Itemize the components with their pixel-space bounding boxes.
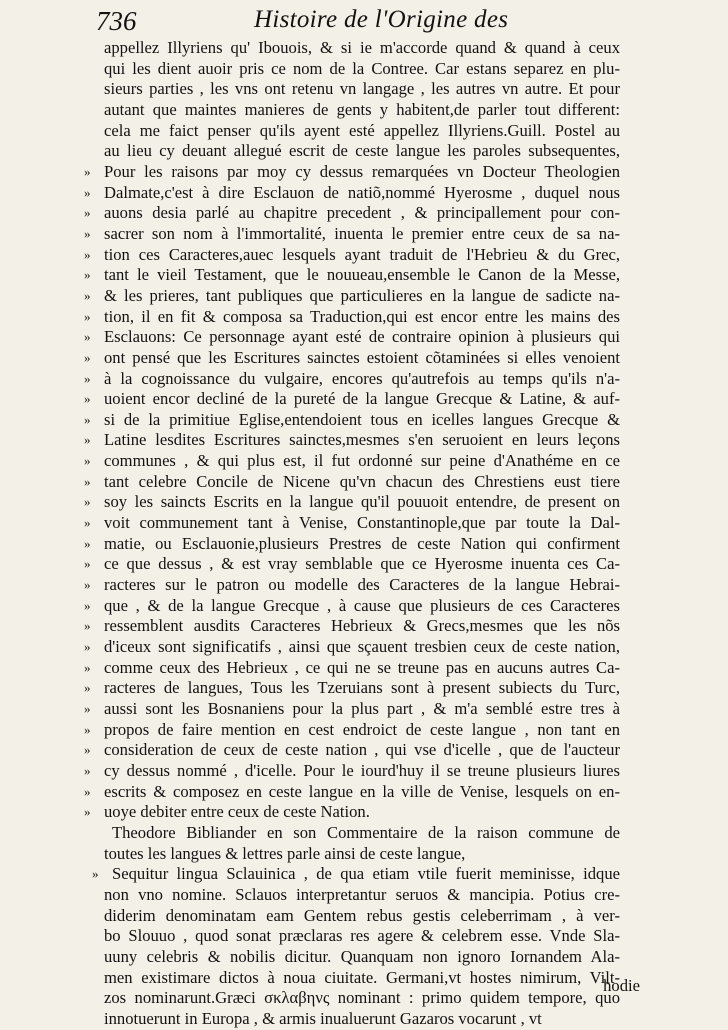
text-line [84,223,620,245]
text-line [104,968,620,989]
quotation-margin-mark: » [84,287,91,303]
text-line [104,947,620,968]
text-line [84,203,620,224]
text-line-content: ressemblent ausdits Caracteres Hebrieux & Grecs,mesmes que les nõs [104,616,620,636]
text-line-content: voit communement tant à Venise, Constantinople,que par toute la Dal- [104,513,620,533]
quotation-margin-mark: » [84,349,91,365]
text-line-content: d'iceux sont significatifs , ainsi que sçauent tresbien ceux de ceste nation, [104,637,620,657]
quotation-margin-mark: » [84,329,91,345]
text-line [84,409,620,431]
text-line [84,306,620,328]
quotation-margin-mark: » [84,721,91,737]
text-line [104,141,620,162]
quotation-margin-mark: » [84,804,91,820]
text-line-content: & les prieres, tant publiques que particulieres en la langue de sadicte na- [104,285,620,305]
text-line-content: matie, ou Esclauonie,plusieurs Prestres de ceste Nation qui confirment [104,533,620,553]
text-line-content: racteres de langues, Tous les Tzeruians sont à present subiects du Turc, [104,678,620,698]
text-line-content: Dalmate,c'est à dire Esclauon de natiõ,nommé Hyerosme , duquel nous [104,182,620,202]
text-line-content: sacrer son nom à l'immortalité, inuenta le premier entre ceux de sa na- [104,223,620,243]
text-line-content: uoye debiter entre ceux de ceste Nation. [104,802,370,822]
quotation-margin-mark: » [84,618,91,634]
text-line [104,926,620,947]
text-line-content: appellez Illyriens qu' Ibouois, & si ie m'accorde quand & quand à ceux [104,38,620,57]
text-line-content: tant celebre Concile de Nicene qu'vn chacun des Chrestiens eust tiere [104,471,620,491]
quotation-margin-mark: » [84,680,91,696]
text-line [104,38,620,59]
text-line-content: uuny celebris & nobilis dicitur. Quanquam non ignoro Iornandem Ala- [104,946,620,966]
text-line [84,327,620,348]
quotation-margin-mark: » [84,535,91,551]
text-line [104,885,620,906]
text-line-content: ont pensé que les Escritures sainctes estoient cõtaminées si elles venoient [104,347,620,367]
text-line [84,533,620,555]
text-line-content: non vno nomine. Sclauos interpretantur seruos & mancipia. Potius cre- [104,884,620,904]
text-line-content: qui les dient auoir pris ce nom de la Contree. Car estans separez en plu- [104,58,620,78]
text-line-content: tion ces Caracteres,auec lesquels ayant traduit de l'Hebrieu & du Grec, [104,244,620,264]
text-line-content: cy dessus nommé , d'icelle. Pour le iourd'huy il se treune plusieurs liures [104,760,620,780]
quotation-margin-mark: » [84,659,91,675]
text-line-content: toutes les langues & lettres parle ainsi de ceste langue, [104,843,466,863]
quotation-margin-mark: » [84,494,91,510]
text-line-content: uoient encor decliné de la pureté de la langue Grecque & Latine, & auf- [104,389,620,409]
text-line [104,906,620,927]
quotation-margin-mark: » [84,391,91,407]
text-line [84,699,620,720]
text-line [84,182,620,204]
quotation-margin-mark: » [92,866,99,882]
text-line-content: diderim denominatam eam Gentem rebus gestis celeberrimam , à ver- [104,905,620,925]
text-line [84,719,620,741]
quotation-margin-mark: » [84,577,91,593]
text-line [92,864,620,885]
text-line-content: tion, il en fit & composa sa Traduction,qui est encor entre les mains des [104,306,620,326]
text-line-content: Pour les raisons par moy cy dessus remarquées vn Docteur Theologien [104,161,620,181]
text-line [84,802,620,823]
text-line [84,616,620,637]
text-line-content: Esclauons: Ce personnage ayant esté de contraire opinion à plusieurs qui [104,327,620,347]
paragraph-quotation-postel [84,38,620,823]
text-line-content: tant le vieil Testament, que le nouueau,ensemble le Canon de la Messe, [104,265,620,285]
text-line [104,988,620,1009]
text-line [104,59,620,80]
quotation-margin-mark: » [84,267,91,283]
text-line-content: propos de faire mention en cest endroict de ceste langue , non tant en [104,719,620,739]
text-line [84,244,620,266]
body-text [84,38,620,1030]
text-line-content: que , & de la langue Grecque , à cause que plusieurs de ces Caracteres [104,595,620,615]
text-line-content: Latine lesdites Escritures sainctes,mesmes s'en seruoient en leurs leçons [104,430,620,450]
text-line [84,678,620,699]
quotation-margin-mark: » [84,308,91,324]
quotation-margin-mark: » [84,473,91,489]
quotation-margin-mark: » [84,597,91,613]
text-line [84,657,620,679]
text-line-content: ce que dessus , & est vray semblable que ce Hyerosme inuenta ces Ca- [104,554,620,574]
text-line [84,492,620,513]
text-line-content: si de la primitiue Eglise,entendoient tous en icelles langues Grecque & [104,409,620,429]
text-line [84,265,620,286]
catchword: hodie [603,976,640,995]
quotation-margin-mark: » [84,184,91,200]
text-line [84,471,620,493]
text-line-content: au lieu cy deuant allegué escrit de ceste langue les paroles subsequentes, [104,141,620,161]
text-line-content: zos nominarunt.Græci σκλαβηνς nominant : primo quidem tempore, quo [104,988,620,1008]
text-line [84,513,620,534]
text-line [104,100,620,121]
text-line [84,781,620,803]
text-line [84,595,620,617]
text-line-content: Theodore Bibliander en son Commentaire de la raison commune de [112,822,620,842]
text-line [84,430,620,451]
text-line [104,823,620,844]
quotation-margin-mark: » [84,205,91,221]
text-line-content: soy les saincts Escrits en la langue qu'il pouuoit entendre, de present on [104,492,620,512]
text-line [84,451,620,472]
running-title: Histoire de l'Origine des [254,6,509,33]
text-line [84,637,620,658]
quotation-margin-mark: » [84,783,91,799]
text-line-content: comme ceux des Hebrieux , ce qui ne se treune pas en aucuns autres Ca- [104,657,620,677]
text-line-content: racteres sur le patron ou modelle des Caracteres de la langue Hebrai- [104,575,620,595]
text-line-content: bo Slouuo , quod sonat præclaras res agere & celebrem esse. Vnde Sla- [104,926,620,946]
quotation-margin-mark: » [84,246,91,262]
quotation-margin-mark: » [84,370,91,386]
quotation-margin-mark: » [84,432,91,448]
text-line [84,389,620,410]
text-line [84,760,620,782]
text-line [84,575,620,596]
text-line-content: escrits & composez en ceste langue en la ville de Venise, lesquels on en- [104,781,620,801]
quotation-margin-mark: » [84,411,91,427]
text-line-content: sieurs parties , les vns ont retenu vn langage , les autres vn autre. Et pour [104,79,620,99]
text-line [84,347,620,369]
text-line [84,161,620,183]
quotation-margin-mark: » [84,163,91,179]
text-line-content: innotuerunt in Europa , & armis inualuerunt Gazaros vocarunt , vt [104,1008,542,1028]
text-line [104,79,620,100]
text-line [104,844,620,865]
text-line-content: consideration de ceux de ceste nation , qui vse d'icelle , que de l'aucteur [104,740,620,760]
text-line-content: communes , & qui plus est, il fut ordonné sur peine d'Anathéme en ce [104,451,620,471]
quotation-margin-mark: » [84,515,91,531]
quotation-margin-mark: » [84,639,91,655]
text-line-content: autant que maintes manieres de gents y habitent,de parler tout different: [104,99,620,119]
text-line-content: men existimare dictos à noua ciuitate. Germani,vt hostes nimirum, Vilt- [104,967,620,987]
text-line-content: à la cognoissance du vulgaire, encores qu'autrefois au temps qu'ils n'a- [104,368,620,388]
quotation-margin-mark: » [84,701,91,716]
text-line-content: auons desia parlé au chapitre precedent , & principallement pour con- [104,203,620,223]
text-line [104,121,620,142]
text-line [84,554,620,575]
page-number: 736 [96,6,137,36]
quotation-margin-mark: » [84,453,91,469]
paragraph-latin-quotation [92,864,620,1029]
text-line-content: aussi sont les Bosnaniens pour la plus part , & m'a semblé estre tres à [104,699,620,718]
quotation-margin-mark: » [84,225,91,241]
text-line [84,740,620,761]
text-line-content: Sequitur lingua Sclauinica , de qua etiam vtile fuerit meminisse, idque [112,864,620,884]
text-line-content: cela me faict penser qu'ils ayent esté appellez Illyriens.Guill. Postel au [104,120,620,140]
quotation-margin-mark: » [84,762,91,778]
quotation-margin-mark: » [84,742,91,758]
text-line [104,1009,620,1030]
text-line [84,368,620,390]
quotation-margin-mark: » [84,556,91,572]
text-line [84,285,620,307]
paragraph-bibliander-intro [104,823,620,864]
